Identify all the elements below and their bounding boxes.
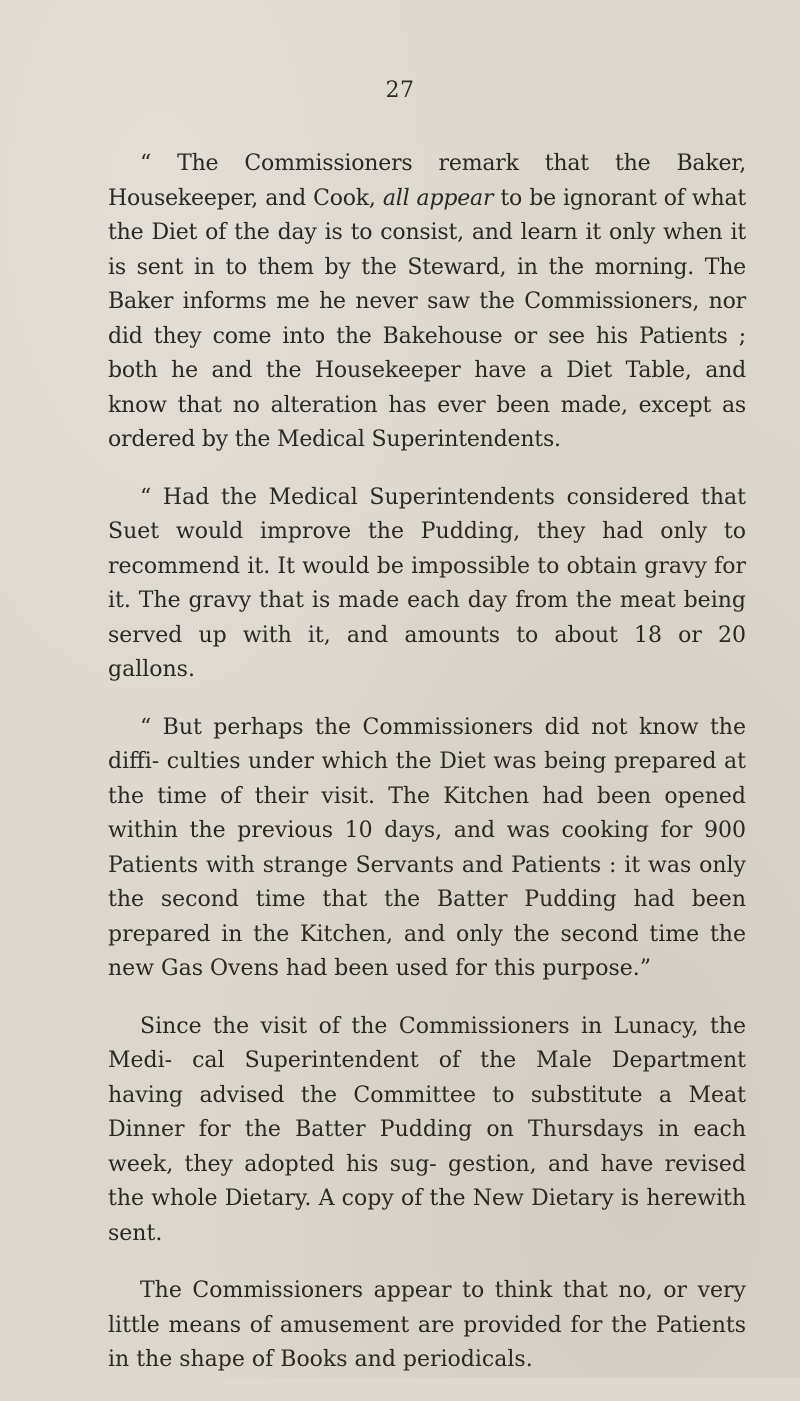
paragraph-1-emphasis: all appear xyxy=(382,185,494,211)
paragraph-2: “ Had the Medical Superintendents considered that Suet would improve the Pudding, they had only to recommend it. It would be impossible to obtain gravy for it. The gravy that is made each day from the meat being served up with it, and amounts to about 18 or 20 gallons. xyxy=(108,484,746,682)
paragraph-3: “ But perhaps the Commissioners did not know the diffi- culties under which the Diet was being prepared at the time of their visit. The Kitchen had been opened within the previous 10 days, and was cooking for 900 Patients with strange Servants and Patients : it was only the second time that the Batter Pudding had been prepared in the Kitchen, and only the second time the new Gas Ovens had been used for this purpose.” xyxy=(108,714,746,981)
paragraph-1 xyxy=(108,147,746,458)
body-text xyxy=(108,147,746,1401)
paragraph-5: The Commissioners appear to think that no, or very little means of amusement are provided for the Patients in the shape of Books and periodicals. xyxy=(108,1278,746,1372)
paragraph-1-before: “ The Commissioners remark that the Baker, Housekeeper, and Cook, xyxy=(108,151,746,211)
page-number: 27 xyxy=(385,78,415,103)
paragraph-4: Since the visit of the Commissioners in Lunacy, the Medi- cal Superintendent of the Male Department having advised the Committee to substitute a Meat Dinner for the Batter Pudding on Thursdays in each week, they adopted his sug- gestion, and have revised the whole Dietary. A copy of the New Dietary is herewith sent. xyxy=(108,1013,746,1246)
paragraph-1-after: to be ignorant of what the Diet of the day is to consist, and learn it only when it is sent in to them by the Steward, in the morning. The Baker informs me he never saw the Commissioners, nor did they come into the Bakehouse or see his Patients ; both he and the Housekeeper have a Diet Table, and know that no alteration has ever been made, except as ordered by the Medical Superintendents. xyxy=(108,185,746,452)
